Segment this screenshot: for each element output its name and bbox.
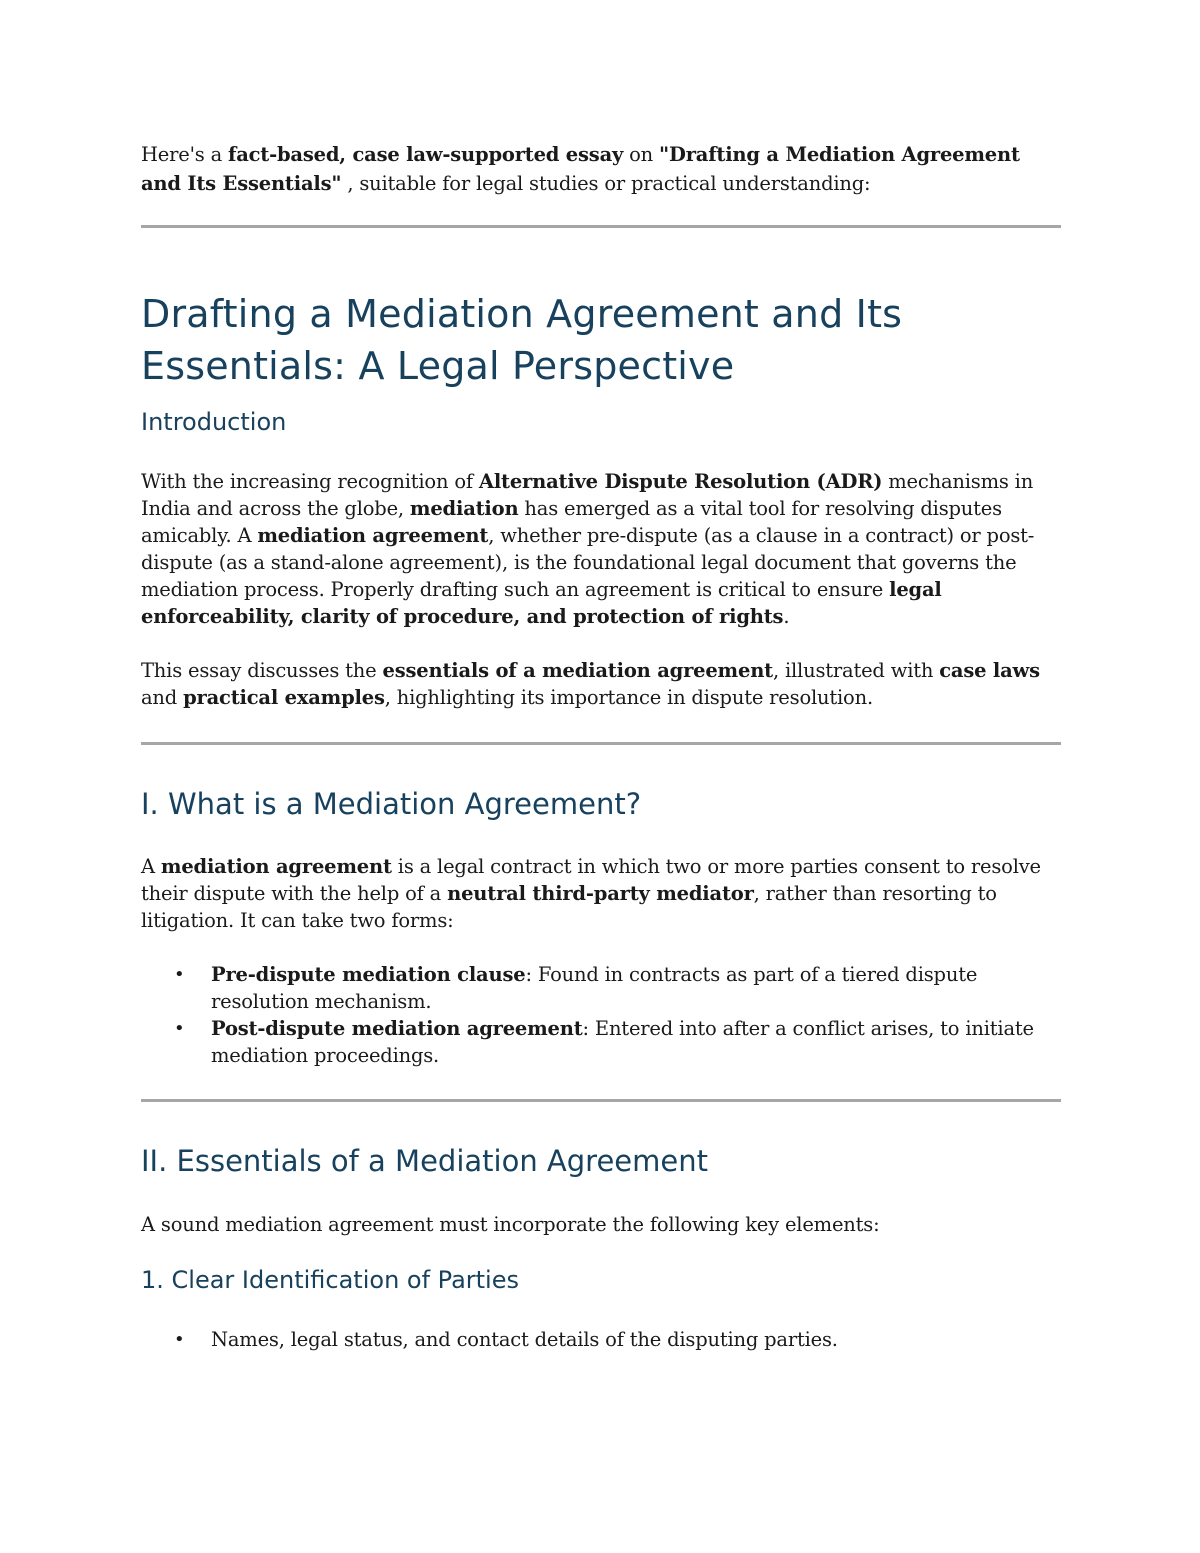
list-item xyxy=(141,961,1061,1015)
text-run: , highlighting its importance in dispute resolution. xyxy=(384,686,873,709)
bullet-icon: • xyxy=(174,1018,185,1039)
intro-bold-1: fact-based, case law-supported essay xyxy=(228,143,624,166)
text-run: and xyxy=(141,686,184,709)
intro-text-3: , suitable for legal studies or practical understanding: xyxy=(341,172,871,195)
bold-run: case laws xyxy=(939,659,1040,682)
section-1-list xyxy=(141,961,1061,1069)
text-run: With the increasing recognition of xyxy=(141,470,479,493)
divider xyxy=(141,225,1061,228)
subsection-1-list xyxy=(141,1326,1061,1353)
text-run: Names, legal status, and contact details of the disputing parties. xyxy=(211,1328,838,1351)
intro-text-1: Here's a xyxy=(141,143,228,166)
bold-run: mediation agreement xyxy=(257,524,489,547)
section-1-paragraph xyxy=(141,853,1061,934)
bullet-icon: • xyxy=(174,1329,185,1350)
divider xyxy=(141,1099,1061,1102)
text-run: , illustrated with xyxy=(772,659,940,682)
text-run: , whether pre-dispute (as a clause in a contract) or post-dispute (as a stand-alone agreement), is the foundational legal document that governs the mediation process. Properly drafting such an agreement is critical to ensure xyxy=(141,524,1035,601)
section-2-paragraph: A sound mediation agreement must incorporate the following key elements: xyxy=(141,1213,880,1236)
bold-run: neutral third-party mediator xyxy=(447,882,754,905)
title-line-2: Essentials: A Legal Perspective xyxy=(141,344,735,388)
text-run: has emerged as a vital tool for resolving disputes amicably. A xyxy=(141,497,1002,547)
bold-run: Alternative Dispute Resolution (ADR) xyxy=(478,470,883,493)
intro-text-2: on xyxy=(623,143,660,166)
list-item xyxy=(141,1015,1061,1069)
document-body xyxy=(141,140,1061,1353)
bold-run: Pre-dispute mediation clause xyxy=(211,963,526,986)
title-line-1: Drafting a Mediation Agreement and Its xyxy=(141,292,903,336)
text-run: A xyxy=(141,855,161,878)
bold-run: mediation agreement xyxy=(160,855,392,878)
list-item xyxy=(141,1326,1061,1353)
introduction-paragraph-2 xyxy=(141,657,1061,711)
text-run: This essay discusses the xyxy=(141,659,383,682)
bold-run: practical examples xyxy=(183,686,385,709)
bold-run: essentials of a mediation agreement xyxy=(382,659,773,682)
bullet-icon: • xyxy=(174,964,185,985)
bold-run: Post-dispute mediation agreement xyxy=(211,1017,583,1040)
text-run: : Entered into after a conflict arises, to initiate mediation proceedings. xyxy=(211,1017,1034,1067)
divider xyxy=(141,742,1061,745)
text-run: , rather than resorting to litigation. It can take two forms: xyxy=(141,882,997,932)
bold-run: legal enforceability, clarity of procedure, and protection of rights xyxy=(141,578,942,628)
introduction-heading: Introduction xyxy=(141,408,287,436)
document-title xyxy=(141,288,1061,392)
text-run: . xyxy=(783,605,790,628)
bold-run: mediation xyxy=(409,497,519,520)
text-run: is a legal contract in which two or more parties consent to resolve their dispute with the help of a xyxy=(141,855,1041,905)
intro-bold-2: "Drafting a Mediation Agreement and Its Essentials" xyxy=(141,143,1020,195)
section-2-heading: II. Essentials of a Mediation Agreement xyxy=(141,1144,708,1178)
intro-line xyxy=(141,140,1061,198)
section-1-heading: I. What is a Mediation Agreement? xyxy=(141,787,642,821)
subsection-1-heading: 1. Clear Identification of Parties xyxy=(141,1266,519,1294)
text-run: : Found in contracts as part of a tiered dispute resolution mechanism. xyxy=(211,963,978,1013)
text-run: mechanisms in India and across the globe, xyxy=(141,470,1034,520)
introduction-paragraph-1 xyxy=(141,468,1061,630)
